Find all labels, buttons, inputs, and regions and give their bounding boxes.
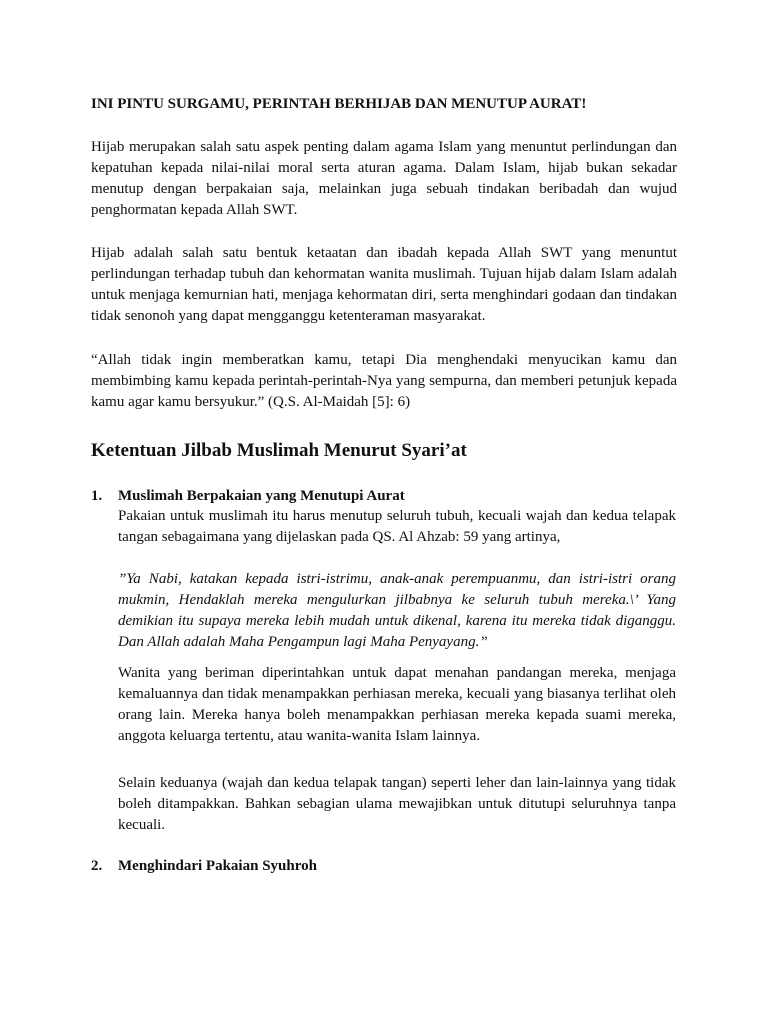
- list-item-1-quote: ”Ya Nabi, katakan kepada istri-istrimu, anak-anak perempuanmu, dan istri-istri orang mukmin, Hendaklah mereka mengulurkan jilbabnya ke seluruh tubuh mereka.\’ Yang demikian itu supaya mereka lebih mudah untuk dikenal, karena itu mereka tidak diganggu. Dan Allah adalah Maha Pengampun lagi Maha Penyayang.”: [118, 571, 676, 650]
- document-title: INI PINTU SURGAMU, PERINTAH BERHIJAB DAN MENUTUP AURAT!: [91, 96, 587, 112]
- quran-quote-paragraph: “Allah tidak ingin memberatkan kamu, tetapi Dia menghendaki menyucikan kamu dan membimbing kamu kepada perintah-perintah-Nya yang sempurna, dan memberi petunjuk kepada kamu agar kamu bersyukur.” (Q.S. Al-Maidah [5]: 6): [91, 352, 677, 410]
- second-paragraph: Hijab adalah salah satu bentuk ketaatan dan ibadah kepada Allah SWT yang menuntut perlindungan terhadap tubuh dan kehormatan wanita muslimah. Tujuan hijab dalam Islam adalah untuk menjaga kemurnian hati, menjaga kehormatan diri, serta menghindari godaan dan tindakan tidak senonoh yang dapat mengganggu ketenteraman masyarakat.: [91, 245, 677, 324]
- list-item-1-number: 1.: [91, 488, 103, 504]
- list-item-2-heading: Menghindari Pakaian Syuhroh: [118, 858, 317, 874]
- list-item-1-heading: Muslimah Berpakaian yang Menutupi Aurat: [118, 488, 405, 504]
- list-item-1-body: Pakaian untuk muslimah itu harus menutup seluruh tubuh, kecuali wajah dan kedua telapak tangan sebagaimana yang dijelaskan pada QS. Al Ahzab: 59 yang artinya,: [118, 508, 676, 545]
- list-item-1-paragraph-a: Wanita yang beriman diperintahkan untuk dapat menahan pandangan mereka, menjaga kemaluannya dan tidak menampakkan perhiasan mereka, kecuali yang biasanya terlihat oleh orang lain. Mereka hanya boleh menampakkan perhiasan mereka kepada suami mereka, anggota keluarga tertentu, atau wanita-wanita Islam lainnya.: [118, 665, 676, 744]
- list-item-1-paragraph-b: Selain keduanya (wajah dan kedua telapak tangan) seperti leher dan lain-lainnya yang tidak boleh ditampakkan. Bahkan sebagian ulama mewajibkan untuk ditutupi seluruhnya tanpa kecuali.: [118, 775, 676, 833]
- intro-paragraph: Hijab merupakan salah satu aspek penting dalam agama Islam yang menuntut perlindungan dan kepatuhan kepada nilai-nilai moral serta aturan agama. Dalam Islam, hijab bukan sekadar menutup dengan berpakaian saja, melainkan juga sebuah tindakan beribadah dan wujud penghormatan kepada Allah SWT.: [91, 139, 677, 218]
- section-heading: Ketentuan Jilbab Muslimah Menurut Syari’at: [91, 440, 467, 461]
- list-item-2-number: 2.: [91, 858, 103, 874]
